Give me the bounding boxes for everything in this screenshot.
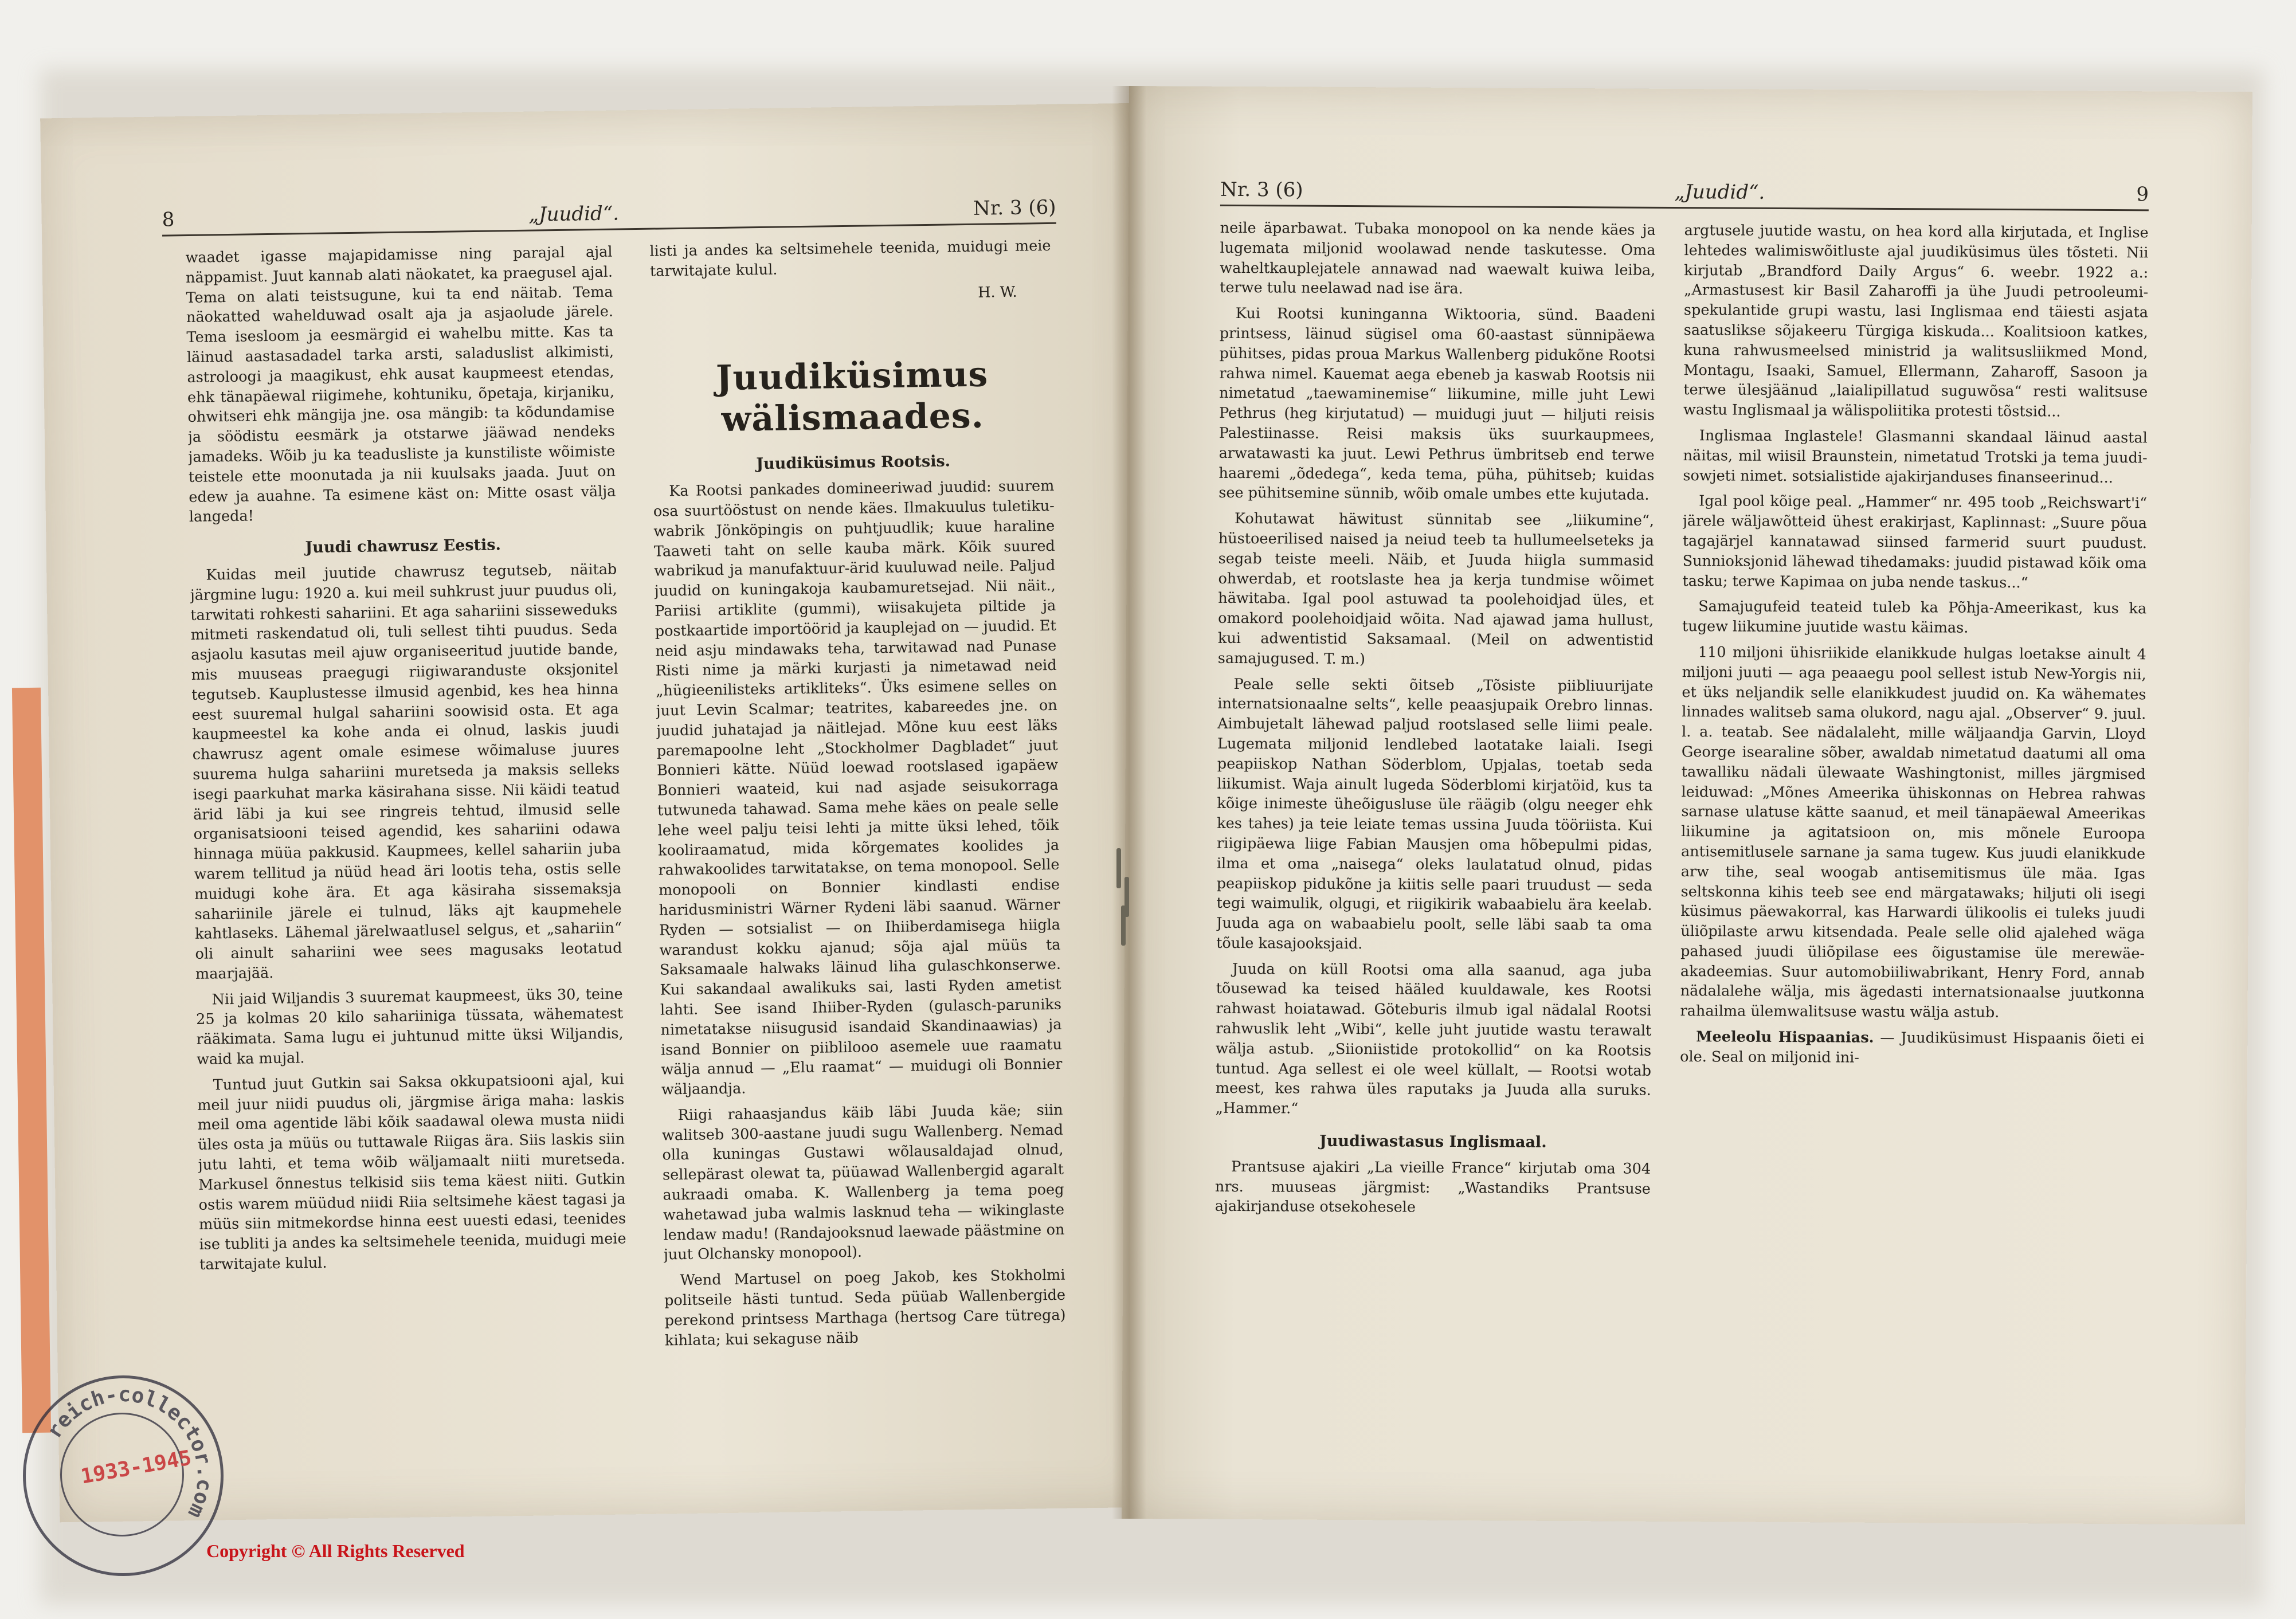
body-paragraph: Juuda on küll Rootsi oma alla saanud, aga juba tõusewad ka teised hääled kuuldawale, kes Rootsi rahwast hoiatawad. Göteburis ilmub igal nädalal Rootsi rahwuslik leht „Wibi“, kelle juht juutide wastu terawalt wälja astub. „Siioniistide protokollid“ on ka Rootsis tuntud. Aga sellest ei ole weel küllalt, — Rootsi wotab meest, kes rahwa üles raputaks ja Juuda alla suruks. „Hammer.“ [1215,960,1652,1118]
article-title: Juudiküsimus wälismaades. [715,354,989,440]
continued-lines: listi ja andes ka seltsimehele teenida, muidugi meie tarwitajate kulul. [649,237,1051,280]
left-page [40,103,1149,1522]
staple-top [1116,848,1121,888]
body-paragraph: Inglismaa Inglastele! Glasmanni skandaal läinud aastal näitas, mil wiisil Braunstein, nimetatud Trotski ja tema juudi-sowjeti nimet. sotsialistide ajakirjanduses finanseerinud... [1683,427,2148,487]
copyright-notice: Copyright © All Rights Reserved [206,1540,465,1561]
subheading-rootsis: Juudiküsimus Rootsis. [756,452,951,473]
body-paragraph: 110 miljoni ühisriikide elanikkude hulgas loetakse ainult 4 miljoni juuti — aga peaaegu pool sellest istub New-Yorgis nii, et üks neljandik selle elanikkudest juudid on. Ka wähemates linnades walitseb sama olukord, nagu ajal. „Observer“ 9. juul. l. a. teatab. See nädalaleht, mille wäljaandja Garvin, Lloyd George isearaline sõber, awaldab nimetatud daatumi all oma tawalliku nädali ülewaate Washingtonist, milles järgmised leiduwad: „Mõnes Ameerika ühiskonnas on Hebrea rahwas sarnase ulatuse kätte saanud, et meil tänapäewal Ameerikas liikumine ja agitatsioon on, mis mõnele Euroopa antisemitlusele sarnane ja sama tugew. Kus juudi elanikkude arw tihe, seal woogab antisemitismus üle mäa. Igas seltskonna kihis teeb see end märgatawaks; hiljuti oli isegi küsimus päewakorral, kas Harwardi ülikoolis ei tuleks juudi üliõpilaste arwu kitsendada. Peale selle olid ajalehed wäga pahased juudi üliõpilase ees õigustamise üle merewäe-akadeemias. Suur automobiiliwabrikant, Henry Ford, annab nädalalehe wälja, mis ägedasti internatsionaalse juutkonna rahailma ülemwalitsuse wastu wälja astub. [1680,644,2146,1022]
body-paragraph: Wend Martusel on poeg Jakob, kes Stokholmi politseile hästi tuntud. Seda püüab Wallenbergide perekond printsess Marthaga (hertsog Care tütrega) kihlata; kui sekaguse näib [664,1267,1066,1350]
stamp-ring-text: reich-collector.com [42,1382,217,1522]
body-paragraph: Riigi rahaasjandus käib läbi Juuda käe; siin walitseb 300-aastane juudi sugu Wallenberg. Nemad olla kuningas Gustawi wõlausaldajad olnud, sellepärast olewat ta, püüawad Wallenbergid agaralt aukraadi omaba. K. Wallenberg ja tema poeg wahetawad juba walmis lasknud teha — wikinglaste lendaw madu! (Randajooksnud laewade päästmine on juut Olchansky monopool). [661,1101,1065,1264]
subheading-inglismaal: Juudiwastasus Inglismaal. [1319,1132,1547,1151]
left-issue-number: Nr. 3 (6) [973,195,1056,220]
body-paragraph: Igal pool kõige peal. „Hammer“ nr. 495 toob „Reichswart'i“ järele wäljawõtteid ühest erakirjast, Kaplinnast: „Suure põua tagajärjel kannatawad siinsed farmerid suurt puudust. Sunnioksjonid lähewad tihedamaks: juudid pistawad kõik oma tasku; terwe Kapimaa on juba nende taskus...“ [1682,492,2148,591]
body-paragraph: Ka Rootsi pankades domineeriwad juudid: suurem osa suurtööstust on nende käes. Ilmakuulus tuletiku-wabrik Jönköpingis on puhtjuudlik; kuue haraline Taaweti taht on selle kauba märk. Kõik suured wabrikud ja manufaktuur-ärid kuuluwad neile. Paljud juudid on kuningakoja kaubamuretsejad. Nii näit., Pariisi artiklite (gummi), wiisakujeta piltide ja postkaartide importöörid ja kauplejad on — juudid. Et neid asju mindawaks teha, tarwitawad nad Punase Risti nime ja märki kurjasti ja nimetawad neid „hügieenilisteks artikliteks“. Üks esimene selles on juut Levin Scalmar; teatrites, kabareedes jne. on juudid juhatajad ja näitlejad. Mõne kuu eest läks paremapoolne leht „Stockholmer Dagbladet“ juut Bonnieri kätte. Nüüd loewad rootslased igapäew Bonnieri waateid, kui nad asjade seisukorraga tutwuneda tahawad. Sama mehe käes on peale selle lehe weel palju teisi lehti ja mitte üksi lehed, tõik kooliraamatud, mida kõrgemates koolides ja rahwakoolides tarwitatakse, on tema monopool. Selle monopooli on Bonnier kindlasti endise haridusministri Wärner Rydeni läbi saanud. Wärner Ryden — sotsialist — on Ihiiberdamisega hiigla warandust kokku ajanud; sõja ajal müüs ta Saksamaale halwaks läinud liha gulaschkonserwe. Kui sakandaal awalikuks sai, lasti Ryden ametist lahti. See isand Ihiiber-Ryden (gulasch-paruniks nimetatakse niisugusid isandaid Skandinaawias) ja isand Bonnier on piiblilooo asemele uue raamatu wälja annud — „Elu raamat“ — muidugi oli Bonnier wäljaandja. [653,477,1063,1099]
stamp-years: 1933-1945 [79,1446,194,1489]
collector-stamp [23,1375,224,1576]
body-paragraph: Kohutawat häwitust sünnitab see „liikumine“, hüstoeerilised naised ja neiud teeb ta hullumeelseteks ja segab teiste meeli. Näib, et Juuda hiigla summasid ohwerdab, et rootslaste hea ja kerja tundmise wõimet häwitaba. Igal pool astuwad ta poolehoidjad üles, et omakord poolehoidjaid wõita. Nad ajawad jama hullust, kui adwentistid Saksamaal. (Meil on adwentistid samajugused. T. m.) [1217,510,1655,668]
left-paper-title: „Juudid“. [528,202,620,226]
body-paragraph: Nii jaid Wiljandis 3 suuremat kaupmeest, üks 30, teine 25 ja kolmas 20 kilo sahariiniga tüssata, wähematest rääkimata. Sama lugu ei juhtunud mitte üksi Wiljandis, waid ka mujal. [195,985,624,1068]
right-paper-title: „Juudid“. [1674,180,1765,204]
inline-heading-hispaanias: Meeleolu Hispaanias. [1696,1028,1874,1046]
body-paragraph: Samajugufeid teateid tuleb ka Põhja-Ameerikast, kus ka tugew liikumine juutide wastu käimas. [1682,598,2147,637]
staple-bottom [1121,905,1126,946]
right-issue-number: Nr. 3 (6) [1220,178,1303,202]
subheading-juudi-chawrusz: Juudi chawrusz Eestis. [305,536,501,557]
left-page-number: 8 [162,208,175,232]
right-column-2 [1678,221,2149,1432]
body-paragraph [1680,1027,2144,1069]
body-paragraph: Peale selle sekti õitseb „Tõsiste piibliuurijate internatsionaalne selts“, kelle peaasjupaik Orebro linnas. Aimbujetalt lähewad paljud rootslased selle liimi peale. Lugemata miljonid lendlebed laotatake laiali. Isegi peapiiskop Nathan Söderblom, Upjalas, toetab seda liikumist. Waja ainult lugeda Söderblomi kirjatöid, kus ta kõige inimeste üheõigusluse üle räägib (olgu neeger ehk kes tahes) ja teie leiate temas ussina Juuda tööriista. Kui riigipäewa liige Fabian Mausjen oma hõbepulmi pidas, ilma et oma „naisega“ oleks laulatatud olnud, pidas peapiiskop pidukõne ja kiitis selle paari truudust — seda tegi waimulik, olgugi, et riigikirik wabaabielu ära keelab. Juuda aga on wabaabielu poolt, selle läbi saab ta oma tõule kasajooksjaid. [1216,675,1654,953]
right-page-number: 9 [2136,183,2149,206]
body-paragraph: Kuidas meil juutide chawrusz tegutseb, näitab järgmine lugu: 1920 a. kui meil suhkrust juur puudus oli, tarwitati rohkesti sahariini. Et aga sahariini sisseweduks mitmeti raskendatud oli, tuli sellest tihti puudus. Seda asjaolu kasutas meil ajuw organiseeritud juutide bande, mis muuseas praegugi riigiwaranduste oksjonitel tegutseb. Kauplustesse ilmusid agenbid, kes hea hinna eest suuremal hulgal sahariini soowisid osta. Et aga kaupmeestel ka kohe anda ei olnud, laskis juudi chawrusz agent omale esimese wõimaluse juures suurema hulga sahariini muretseda ja maksis selleks isegi paarkuhat marka käsirahana sisse. Nii käidi teatud ärid läbi ja kui see ringreis tehtud, ilmusid selle organisatsiooni teised agendid, kes sahariini odawa hinnaga müüa pakkusid. Kaupmees, kellel sahariin juba warem tellitud ja nüüd head äri lootis teha, ostis selle muidugi kohe ära. Et aga käsiraha sissemaksja sahariinile järele ei tulnud, läks ajt kaupmehele kahtlaseks. Lähemal järelwaatlusel selgus, et „sahariin“ oli ainult sahariini wee sees magusaks leotatud maarjajää. [190,560,622,983]
right-page [1122,86,2252,1524]
body-paragraph: argtusele juutide wastu, on hea kord alla kirjutada, et Inglise lehtedes walimiswõitluste ajal juudiküsimus üles tõsteti. Nii kirjutab „Brandford Daily Argus“ 6. weebr. 1922 a.: „Armastusest kir Basil Zaharoffi ja ühe Juudi petrooleumi-spekulantide grupi wastu, lasi Inglismaa end täiesti asjata saatuslikse sõjakeeru Türgiga kiskuda... Koalitsioon katkes, kuna rahwusmeelsed ministrid ja walitsusliikmed Mond, Montagu, Isaaki, Samuel, Ellermann, Zaharoff, Sasoon ja terwe ülesjäänud „laialipillatud suguwõsa“ resti walitsuse wastu Inglismaal ja wälispoliitika protesti tõstsid... [1683,222,2149,421]
left-page-header [162,196,1056,237]
body-paragraph: Tuntud juut Gutkin sai Saksa okkupatsiooni ajal, kui meil juur niidi puudus oli, järgmise äriga maha: laskis meil oma agentide läbi kõik saadawal olewa musta niidi üles osta ja müüs ou tuttawale Riigas ära. Siis laskis siin jutu lahti, et tema wõib wäljamaalt niiti muretseda. Markusel õnnestus telkisid siis tema käest niiti. Gutkin ostis warem müüdud niidi Riia seltsimehe käest tagasi ja müüs siin mitmekordse hinna eest uuesti edasi, teenides ise tubliti ja andes ka seltsimehele teenida, muidugi meie tarwitajate kulul. [197,1071,626,1273]
left-column-2 [649,236,1067,1451]
right-page-header [1220,178,2149,211]
intro-paragraph: waadet igasse majapidamisse ning parajal ajal näppamist. Juut kannab alati näokatet, ka praegusel ajal. Tema on alati teistsugune, kui ta end näitab. Tema näokatted wahelduwad osalt aja ja asjaolude järele. Tema isesloom ja eesmärgid ei wahelbu mitte. Kas ta läinud aastasadadel tarka arsti, saladuslist alkimisti, astroloogi ja maagikust, ehk ausat kaupmeest etendas, ehk tänapäewal riigimehe, kohtuniku, õpetaja, kirjaniku, ohwitseri ehk mängija jne. osa mängib: ta kõdundamise ja söödistu eesmärk ja otstarwe jääwad nendeks jamadeks. Wõib ju ka teadusliste ja kunstiliste wõimiste teistele ette moonutada ja nii kuulsaks jaada. Juut on edew ja auahne. Ta esimene käst on: Mitte osast välja langeda! [185,243,616,526]
author-signature: H. W. [978,283,1017,301]
right-column-1 [1214,218,1656,1430]
book-spine [1112,86,1146,1519]
body-paragraph: Prantsuse ajakiri „La vieille France“ kirjutab oma 304 nrs. muuseas järgmist: „Wastandiks Prantsuse ajakirjanduse otsekohesele [1214,1158,1651,1217]
inline-text: — Juudiküsimust Hispaanis õieti ei ole. Seal on miljonid ini- [1680,1029,2145,1067]
left-column-1 [185,242,629,1457]
body-paragraph: neile äparbawat. Tubaka monopool on ka nende käes ja lugemata miljonid woolawad nende taskutesse. Oma waheltkauplejatele annawad nad waewalt kuiwa leiba, terwe tulu neelawad nad ise ära. [1220,219,1656,298]
body-paragraph: Kui Rootsi kuninganna Wiktooria, sünd. Baadeni printsess, läinud sügisel oma 60-aastast sünnipäewa pühitses, pidas proua Markus Wallenberg pidukõne Rootsi rahwa nimel. Kauemat aega ebeneb ja kaswab Rootsis nii nimetatud „taewaminemise“ liikumine, mille juht Lewi Pethrus (heg kirjutatud) — muidugi juut — hiljuti reisis Palestiinasse. Reisi maksis üks suurkaupmees, arwatawasti ka juut. Lewi Pethrus ümbritseb end terwe haaremi „õdedega“, keda tema, püha, pühitseb; kuidas see pühitsemine sünnib, wõib omale umbes ette kujutada. [1218,305,1655,504]
